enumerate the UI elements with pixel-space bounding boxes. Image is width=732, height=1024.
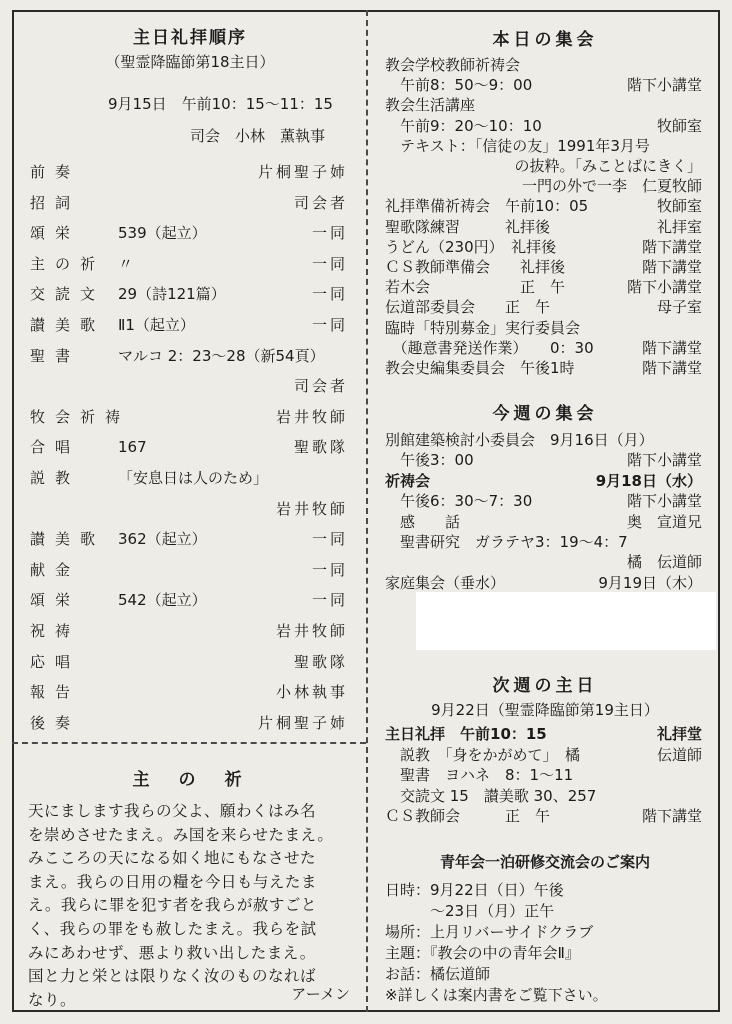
next-line-text: ＣＳ教師会 正 午: [385, 807, 551, 825]
service-item-person: 一同: [311, 316, 348, 334]
today-line-text: 聖歌隊練習 礼拝後: [385, 218, 551, 236]
service-item-person: 聖歌隊: [293, 438, 348, 456]
retreat-line: 場所：上月リバーサイドクラブ: [385, 923, 594, 941]
service-item-name: 交読文: [30, 285, 106, 303]
today-line-text: うどん（230円） 礼拝後: [385, 238, 557, 256]
service-item-person: 一同: [311, 255, 348, 273]
service-item-person: 岩井牧師: [275, 500, 348, 518]
service-item-person: 一同: [311, 591, 348, 609]
today-meetings-title: 本日の集会: [492, 30, 598, 50]
week-line-detail: 階下小講堂: [626, 492, 702, 510]
service-item-detail: 167: [118, 438, 147, 456]
next-line-detail: 礼拝堂: [656, 725, 702, 743]
service-item-person: 片桐聖子姉: [257, 714, 348, 732]
service-item-detail: 539（起立）: [118, 224, 207, 242]
service-item-person: 片桐聖子姉: [257, 163, 348, 181]
today-line-detail: 階下講堂: [641, 359, 702, 377]
today-line-text: （趣意書発送作業） 0：30: [385, 339, 594, 357]
today-line-text: 伝道部委員会 正 午: [385, 298, 551, 316]
service-item-person: 一同: [311, 285, 348, 303]
week-line-detail: 階下小講堂: [626, 451, 702, 469]
today-line-text: 若木会 正 午: [385, 278, 566, 296]
today-line-text: 臨時「特別募金」実行委員会: [385, 319, 581, 337]
week-line-detail: 9月19日（木）: [598, 574, 702, 592]
service-item-detail: マルコ 2：23～28（新54頁）: [118, 347, 325, 365]
service-item-name: 牧会祈祷: [30, 408, 131, 426]
service-item-detail: 362（起立）: [118, 530, 207, 548]
today-line-text: テキスト：「信徒の友」1991年3月号: [385, 137, 650, 155]
service-item-name: 讃美歌: [30, 316, 106, 334]
week-line-text: 家庭集会（垂水）: [385, 574, 506, 592]
service-item-name: 聖書: [30, 347, 81, 365]
today-line-text: 教会史編集委員会 午後1時: [385, 359, 575, 377]
service-item-person: 司会者: [293, 377, 348, 395]
prayer-line: まえ。我らの日用の糧を今日も与えたま: [28, 872, 317, 891]
service-item-name: 讃美歌: [30, 530, 106, 548]
prayer-line: を崇めさせたまえ。み国を来らせたまえ。: [28, 825, 334, 844]
week-line-text: 別館建築検討小委員会 9月16日（月）: [385, 431, 654, 449]
today-line-text: 礼拝準備祈祷会 午前10：05: [385, 197, 589, 215]
service-item-person: 一同: [311, 530, 348, 548]
prayer-line: え。我らに罪を犯す者を我らが赦すごと: [28, 896, 317, 915]
service-item-name: 前奏: [30, 163, 81, 181]
today-line-detail: 階下小講堂: [626, 278, 702, 296]
service-item-detail: 「安息日は人のため」: [118, 469, 269, 487]
service-item-name: 合唱: [30, 438, 81, 456]
next-line-detail: 伝道師: [656, 746, 702, 764]
today-line-text: 教会生活講座: [385, 96, 476, 114]
today-line-text: ＣＳ教師準備会 礼拝後: [385, 258, 566, 276]
service-item-name: 説教: [30, 469, 81, 487]
prayer-line: 国と力と栄とは限りなく汝のものなれば: [28, 967, 317, 986]
service-item-person: 岩井牧師: [275, 622, 348, 640]
service-presider: 司会 小林 薫執事: [190, 127, 326, 145]
next-line-text: 聖書 ヨハネ 8：1～11: [385, 766, 574, 784]
service-item-name: 応唱: [30, 653, 81, 671]
next-line-detail: 階下講堂: [641, 807, 702, 825]
retreat-line: 日時：9月22日（日）午後: [385, 881, 564, 899]
service-item-detail: 〃: [118, 255, 134, 273]
week-line-text: 午後3：00: [385, 451, 474, 469]
today-line-text: 午前9：20～10：10: [385, 117, 542, 135]
service-item-person: 岩井牧師: [275, 408, 348, 426]
service-order-subtitle: （聖霊降臨節第18主日）: [105, 53, 275, 71]
redacted-area: [416, 592, 716, 650]
service-item-person: 小林執事: [275, 683, 348, 701]
service-item-detail: Ⅱ1（起立）: [118, 316, 195, 334]
week-line-text: 感 話: [385, 513, 461, 531]
prayer-line: なり。: [28, 990, 77, 1009]
retreat-line: 主題：『教会の中の青年会Ⅱ』: [385, 944, 580, 962]
service-item-name: 献金: [30, 561, 81, 579]
retreat-line: ※詳しくは案内書をご覧下さい。: [385, 986, 608, 1004]
week-line-detail: 奥 宣道兄: [626, 513, 702, 531]
next-line-text: 交読文 15 讃美歌 30、257: [385, 787, 597, 805]
service-item-name: 主の祈: [30, 255, 106, 273]
prayer-line: く、我らの罪をも赦したまえ。我らを試: [28, 920, 317, 938]
prayer-line: みこころの天になる如く地にもなさせた: [28, 849, 317, 868]
service-item-person: 一同: [311, 561, 348, 579]
service-item-person: 司会者: [293, 194, 348, 212]
next-sunday-title: 次週の主日: [492, 676, 598, 696]
column-divider: [366, 10, 368, 1012]
today-line-detail: 牧師室: [656, 197, 702, 215]
week-line-text: 午後6：30～7：30: [385, 492, 533, 510]
service-item-detail: 29（詩121篇）: [118, 285, 226, 303]
today-line-detail: 階下講堂: [641, 238, 702, 256]
today-line-detail: 牧師室: [656, 117, 702, 135]
service-item-name: 頌栄: [30, 591, 81, 609]
retreat-line: お話：橘伝道師: [385, 965, 491, 983]
today-line-text: 午前8：50～9：00: [385, 76, 533, 94]
service-item-name: 後奏: [30, 714, 81, 732]
service-item-name: 報告: [30, 683, 81, 701]
section-divider: [12, 742, 366, 744]
week-line-text: 祈祷会: [385, 472, 431, 490]
week-meetings-title: 今週の集会: [492, 404, 598, 424]
lords-prayer-title: 主 の 祈: [132, 770, 248, 790]
week-line-detail: 9月18日（水）: [595, 472, 702, 490]
service-datetime: 9月15日 午前10：15～11：15: [108, 95, 333, 113]
week-line-detail: 橘 伝道師: [626, 553, 702, 571]
prayer-line: 天にまします我らの父よ、願わくはみ名: [28, 802, 317, 820]
service-item-detail: 542（起立）: [118, 591, 207, 609]
week-line-text: 聖書研究 ガラテヤ3：19～4：7: [385, 533, 628, 551]
service-item-name: 招詞: [30, 194, 81, 212]
retreat-title: 青年会一泊研修交流会のご案内: [439, 853, 650, 871]
service-order-title: 主日礼拝順序: [133, 28, 247, 48]
today-line-detail: 階下講堂: [641, 258, 702, 276]
next-line-text: 説教 「身をかがめて」 橘: [385, 746, 581, 764]
service-item-name: 祝祷: [30, 622, 81, 640]
service-item-person: 一同: [311, 224, 348, 242]
today-line-detail: の抜粋。「みことばにきく」: [514, 157, 702, 175]
today-line-text: 教会学校教師祈祷会: [385, 56, 521, 74]
next-sunday-subtitle: 9月22日（聖霊降臨節第19主日）: [431, 701, 659, 719]
next-line-text: 主日礼拝 午前10：15: [385, 725, 547, 743]
prayer-line: みにあわせず、悪より救い出したまえ。: [28, 943, 316, 962]
amen-text: アーメン: [291, 985, 350, 1003]
retreat-line: ～23日（月）正午: [385, 902, 555, 920]
today-line-detail: 一門の外で一李 仁夏牧師: [521, 177, 702, 195]
service-item-name: 頌栄: [30, 224, 81, 242]
today-line-detail: 母子室: [656, 298, 702, 316]
today-line-detail: 礼拝室: [656, 218, 702, 236]
today-line-detail: 階下講堂: [641, 339, 702, 357]
service-item-person: 聖歌隊: [293, 653, 348, 671]
today-line-detail: 階下小講堂: [626, 76, 702, 94]
